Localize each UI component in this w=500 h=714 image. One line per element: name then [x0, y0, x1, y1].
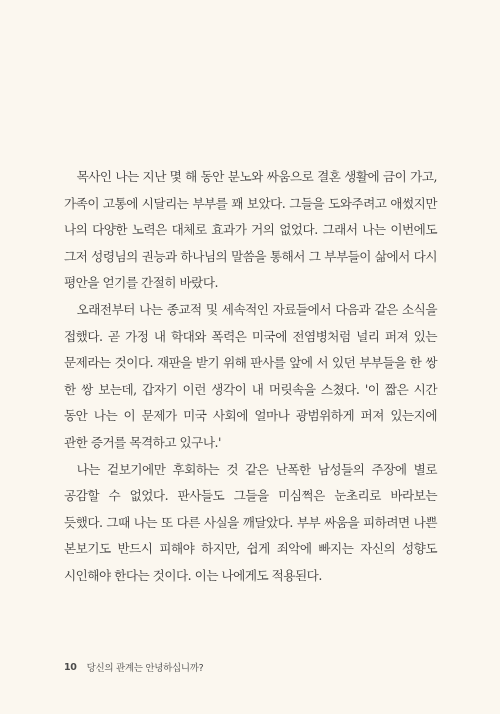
body-text	[64, 164, 437, 590]
paragraph-3: 나는 겉보기에만 후회하는 것 같은 난폭한 남성들의 주장에 별로 공감할 수 없었다. 판사들도 그들을 미심쩍은 눈초리로 바라보는 듯했다. 그때 나는 또 다른 사실을 깨달았다. 부부 싸움을 피하려면 나쁜 본보기도 반드시 피해야 하지만, 쉽게 죄악에 빠지는 자신의 성향도 시인해야 한다는 것이다. 이는 나에게도 적용된다.	[64, 461, 437, 583]
paragraph-1: 목사인 나는 지난 몇 해 동안 분노와 싸움으로 결혼 생활에 금이 가고, 가족이 고통에 시달리는 부부를 꽤 보았다. 그들을 도와주려고 애썼지만 나의 다양한 노력은 대체로 효과가 거의 없었다. 그래서 나는 이번에도 그저 성령님의 권능과 하나님의 말씀을 통해서 그 부부들이 삶에서 다시 평안을 얻기를 간절히 바랐다.	[64, 169, 437, 291]
paragraph-2: 오래전부터 나는 종교적 및 세속적인 자료들에서 다음과 같은 소식을 접했다. 곧 가정 내 학대와 폭력은 미국에 전염병처럼 널리 퍼져 있는 문제라는 것이다. 재판을 받기 위해 판사를 앞에 서 있던 부부들을 한 쌍 한 쌍 보는데, 갑자기 이런 생각이 내 머릿속을 스쳤다. '이 짧은 시간 동안 나는 이 문제가 미국 사회에 얼마나 광범위하게 퍼져 있는지에 관한 증거를 목격하고 있구나.'	[64, 301, 437, 450]
running-title: 당신의 관계는 안녕하십니까?	[86, 663, 204, 674]
page-footer	[64, 660, 203, 674]
page-number: 10	[64, 661, 77, 673]
